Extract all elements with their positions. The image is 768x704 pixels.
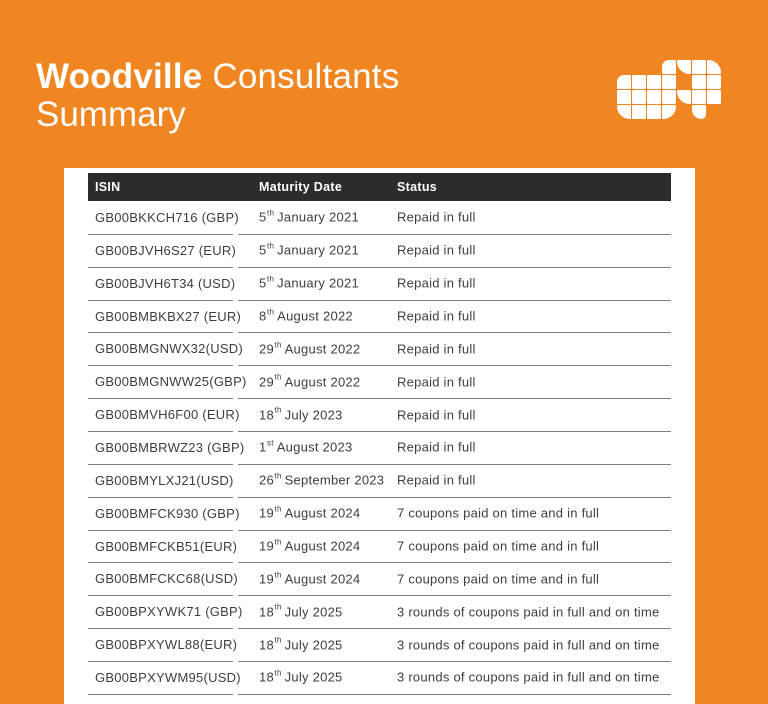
isin-value: GB00BJVH6T34 (USD) [95,275,236,291]
table-row [88,267,671,300]
ordinal-superscript: th [274,537,282,547]
ordinal-superscript: th [266,208,275,218]
isin-value: GB00BMYLXJ21(USD) [95,472,234,488]
maturity-status-cells [238,464,671,498]
status-value: Repaid in full [397,407,476,423]
isin-value: GB00BJVH6S27 (EUR) [95,242,237,258]
logo-tile [692,75,706,89]
status-value: Repaid in full [397,209,476,225]
status-value: 7 coupons paid on time and in full [397,505,600,521]
isin-value: GB00BMBRWZ23 (GBP) [95,439,245,455]
logo-tile [617,105,631,119]
table-body [88,201,671,694]
logo-tile [647,105,661,119]
isin-cell [88,431,245,465]
maturity-date-value: 19th August 2024 [259,537,361,554]
status-value: Repaid in full [397,275,476,291]
ordinal-superscript: th [274,602,282,612]
maturity-date-value: 1st August 2023 [259,438,353,455]
isin-cell [88,595,243,629]
maturity-status-cells [238,365,671,399]
maturity-status-cells [238,332,671,366]
maturity-date-value: 5th January 2021 [259,274,359,291]
table-row [88,628,671,661]
isin-value: GB00BMVH6F00 (EUR) [95,407,240,423]
isin-cell [88,530,238,564]
logo-tile [617,75,631,89]
ordinal-superscript: th [274,668,282,678]
isin-cell [88,201,239,235]
maturity-date-value: 18th July 2023 [259,405,343,423]
status-value: Repaid in full [397,374,476,390]
isin-cell [88,234,237,268]
isin-cell [88,300,242,334]
table-row [88,300,671,333]
maturity-date-value: 18th July 2025 [259,602,343,620]
status-value: Repaid in full [397,308,476,324]
ordinal-superscript: th [266,307,275,317]
table-row [88,234,671,267]
page-subtitle: Summary [36,95,186,134]
logo-tile [692,105,706,119]
table-row [88,201,671,234]
logo-tile [692,60,706,74]
status-value: Repaid in full [397,341,476,357]
status-value: 3 rounds of coupons paid in full and on time [397,604,660,620]
maturity-status-cells [238,530,671,564]
table-row [88,661,671,694]
ordinal-superscript: th [274,570,282,580]
isin-cell [88,661,241,695]
logo-tile [647,90,661,104]
status-value: 7 coupons paid on time and in full [397,571,600,587]
maturity-date-value: 5th January 2021 [259,208,359,225]
ordinal-superscript: th [274,635,282,645]
woodville-logo-icon [617,60,721,119]
status-value: 3 rounds of coupons paid in full and on time [397,637,660,653]
table-row [88,562,671,595]
isin-cell [88,464,233,498]
maturity-date-value: 26th September 2023 [259,471,385,488]
maturity-date-value: 18th July 2025 [259,668,343,685]
column-header-status: Status [397,180,438,194]
logo-tile [662,90,676,104]
isin-value: GB00BMGNWW25(GBP) [95,374,247,390]
page-title [36,58,399,96]
isin-value: GB00BMFCKB51(EUR) [95,538,238,554]
table-row [88,332,671,365]
isin-cell [88,267,236,301]
logo-tile [662,105,676,119]
table-row [88,398,671,431]
maturity-status-cells [238,300,671,334]
maturity-date-value: 5th January 2021 [259,241,359,258]
isin-value: GB00BKKCH716 (GBP) [95,209,239,225]
status-value: 3 rounds of coupons paid in full and on time [397,669,660,685]
maturity-status-cells [238,562,671,596]
logo-tile [677,60,691,74]
ordinal-superscript: st [266,438,274,448]
table-row [88,497,671,530]
column-header-isin: ISIN [95,180,121,194]
maturity-status-cells [238,661,671,695]
maturity-date-value: 29th August 2022 [259,340,361,357]
maturity-date-value: 8th August 2022 [259,307,353,324]
report-panel [64,168,695,704]
maturity-status-cells [238,234,671,268]
ordinal-superscript: th [274,504,282,514]
maturity-status-cells [238,431,671,465]
maturity-status-cells [238,497,671,531]
logo-tile [617,90,631,104]
logo-tile [632,105,646,119]
maturity-status-cells [238,398,671,432]
brand-name-regular: Consultants [202,57,400,96]
isin-value: GB00BMGNWX32(USD) [95,341,243,357]
isin-value: GB00BMFCK930 (GBP) [95,505,240,521]
logo-tile [662,75,676,89]
column-header-maturity: Maturity Date [259,180,343,194]
maturity-date-value: 18th July 2025 [259,635,343,653]
isin-value: GB00BMFCKC68(USD) [95,571,238,587]
table-row [88,464,671,497]
ordinal-superscript: th [266,274,275,284]
maturity-status-cells [238,595,671,629]
logo-tile [647,75,661,89]
isin-cell [88,398,240,432]
table-row [88,530,671,563]
table-row [88,365,671,398]
ordinal-superscript: th [266,241,275,251]
maturity-date-value: 29th August 2022 [259,372,361,390]
isin-cell [88,365,247,399]
ordinal-superscript: th [274,340,282,350]
isin-cell [88,332,243,366]
maturity-status-cells [238,628,671,662]
maturity-status-cells [238,201,671,235]
logo-tile [707,60,721,74]
maturity-status-cells [238,267,671,301]
isin-value: GB00BPXYWK71 (GBP) [95,604,243,620]
ordinal-superscript: th [274,372,282,382]
status-value: Repaid in full [397,472,476,488]
isin-cell [88,628,238,662]
table-row [88,595,671,628]
logo-tile [662,60,676,74]
logo-tile [692,90,706,104]
isin-value: GB00BMBKBX27 (EUR) [95,308,242,324]
isin-cell [88,562,238,596]
table-row [88,431,671,464]
logo-tile [677,90,691,104]
status-value: Repaid in full [397,439,476,455]
table-header-row [88,173,671,201]
logo-tile [632,90,646,104]
isin-value: GB00BPXYWL88(EUR) [95,637,238,653]
ordinal-superscript: th [274,405,282,415]
maturity-date-value: 19th August 2024 [259,504,361,521]
isin-value: GB00BPXYWM95(USD) [95,669,241,685]
ordinal-superscript: th [274,471,282,481]
status-value: 7 coupons paid on time and in full [397,538,600,554]
maturity-date-value: 19th August 2024 [259,570,361,587]
logo-tile [632,75,646,89]
brand-name-bold: Woodville [36,57,203,96]
isin-cell [88,497,240,531]
logo-tile [707,75,721,89]
logo-tile [707,90,721,104]
status-value: Repaid in full [397,242,476,258]
